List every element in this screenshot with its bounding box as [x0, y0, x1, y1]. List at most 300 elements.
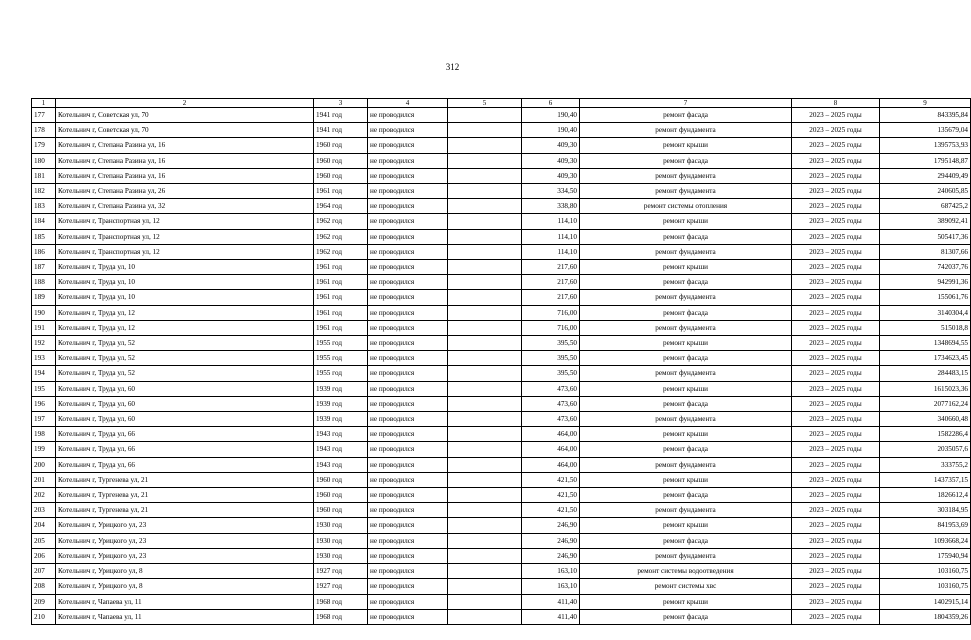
cost-cell: 303184,95 [880, 503, 971, 518]
year-cell: 1968 год [314, 609, 368, 624]
work-type-cell: ремонт фасада [580, 609, 792, 624]
cost-cell: 1795148,87 [880, 153, 971, 168]
column-5-cell [448, 214, 522, 229]
work-type-cell: ремонт крыши [580, 518, 792, 533]
address-cell: Котельнич г, Советская ул, 70 [56, 108, 314, 123]
year-cell: 1964 год [314, 199, 368, 214]
work-type-cell: ремонт фундамента [580, 412, 792, 427]
area-cell: 114,10 [522, 214, 580, 229]
area-cell: 421,50 [522, 488, 580, 503]
year-cell: 1939 год [314, 396, 368, 411]
area-cell: 395,50 [522, 336, 580, 351]
row-number: 207 [32, 564, 56, 579]
area-cell: 334,50 [522, 184, 580, 199]
row-number: 199 [32, 442, 56, 457]
area-cell: 473,60 [522, 396, 580, 411]
column-5-cell [448, 366, 522, 381]
period-cell: 2023 – 2025 годы [792, 442, 880, 457]
work-type-cell: ремонт фасада [580, 108, 792, 123]
period-cell: 2023 – 2025 годы [792, 488, 880, 503]
area-cell: 246,90 [522, 533, 580, 548]
address-cell: Котельнич г, Труда ул, 10 [56, 290, 314, 305]
table-row [32, 548, 971, 563]
area-cell: 246,90 [522, 548, 580, 563]
period-cell: 2023 – 2025 годы [792, 457, 880, 472]
address-cell: Котельнич г, Степана Разина ул, 16 [56, 153, 314, 168]
column-5-cell [448, 518, 522, 533]
address-cell: Котельнич г, Труда ул, 66 [56, 442, 314, 457]
col-header-8: 8 [792, 99, 880, 108]
period-cell: 2023 – 2025 годы [792, 609, 880, 624]
period-cell: 2023 – 2025 годы [792, 244, 880, 259]
work-type-cell: ремонт фундамента [580, 123, 792, 138]
table-row [32, 290, 971, 305]
year-cell: 1962 год [314, 244, 368, 259]
col-header-6: 6 [522, 99, 580, 108]
previous-repair-cell: не проводился [368, 457, 448, 472]
column-5-cell [448, 564, 522, 579]
column-5-cell [448, 199, 522, 214]
cost-cell: 3140304,4 [880, 305, 971, 320]
work-type-cell: ремонт фасада [580, 488, 792, 503]
previous-repair-cell: не проводился [368, 199, 448, 214]
table-row [32, 260, 971, 275]
year-cell: 1961 год [314, 290, 368, 305]
cost-cell: 1804359,26 [880, 609, 971, 624]
previous-repair-cell: не проводился [368, 123, 448, 138]
table-row [32, 518, 971, 533]
table-header-row [32, 99, 971, 108]
table-row [32, 396, 971, 411]
previous-repair-cell: не проводился [368, 184, 448, 199]
cost-cell: 103160,75 [880, 579, 971, 594]
address-cell: Котельнич г, Труда ул, 52 [56, 336, 314, 351]
cost-cell: 1093668,24 [880, 533, 971, 548]
table-row [32, 609, 971, 624]
period-cell: 2023 – 2025 годы [792, 275, 880, 290]
work-type-cell: ремонт фундамента [580, 366, 792, 381]
period-cell: 2023 – 2025 годы [792, 290, 880, 305]
work-type-cell: ремонт крыши [580, 214, 792, 229]
table-row [32, 199, 971, 214]
column-5-cell [448, 442, 522, 457]
year-cell: 1941 год [314, 108, 368, 123]
work-type-cell: ремонт крыши [580, 594, 792, 609]
previous-repair-cell: не проводился [368, 427, 448, 442]
address-cell: Котельнич г, Урицкого ул, 8 [56, 564, 314, 579]
work-type-cell: ремонт фундамента [580, 244, 792, 259]
row-number: 187 [32, 260, 56, 275]
period-cell: 2023 – 2025 годы [792, 153, 880, 168]
area-cell: 217,60 [522, 260, 580, 275]
work-type-cell: ремонт фундамента [580, 548, 792, 563]
work-type-cell: ремонт крыши [580, 260, 792, 275]
column-5-cell [448, 351, 522, 366]
period-cell: 2023 – 2025 годы [792, 320, 880, 335]
work-type-cell: ремонт фасада [580, 275, 792, 290]
address-cell: Котельнич г, Урицкого ул, 8 [56, 579, 314, 594]
cost-cell: 1826612,4 [880, 488, 971, 503]
area-cell: 246,90 [522, 518, 580, 533]
table-row [32, 336, 971, 351]
column-5-cell [448, 123, 522, 138]
year-cell: 1939 год [314, 412, 368, 427]
previous-repair-cell: не проводился [368, 533, 448, 548]
column-5-cell [448, 396, 522, 411]
cost-cell: 1437357,15 [880, 472, 971, 487]
year-cell: 1962 год [314, 229, 368, 244]
row-number: 181 [32, 168, 56, 183]
table-row [32, 168, 971, 183]
row-number: 195 [32, 381, 56, 396]
area-cell: 409,30 [522, 138, 580, 153]
address-cell: Котельнич г, Труда ул, 10 [56, 260, 314, 275]
area-cell: 411,40 [522, 609, 580, 624]
col-header-7: 7 [580, 99, 792, 108]
row-number: 191 [32, 320, 56, 335]
previous-repair-cell: не проводился [368, 229, 448, 244]
row-number: 204 [32, 518, 56, 533]
column-5-cell [448, 533, 522, 548]
year-cell: 1930 год [314, 533, 368, 548]
address-cell: Котельнич г, Степана Разина ул, 32 [56, 199, 314, 214]
work-type-cell: ремонт крыши [580, 336, 792, 351]
work-type-cell: ремонт фасада [580, 442, 792, 457]
column-5-cell [448, 184, 522, 199]
col-header-3: 3 [314, 99, 368, 108]
year-cell: 1955 год [314, 336, 368, 351]
cost-cell: 175940,94 [880, 548, 971, 563]
cost-cell: 742037,76 [880, 260, 971, 275]
period-cell: 2023 – 2025 годы [792, 184, 880, 199]
cost-cell: 389092,41 [880, 214, 971, 229]
period-cell: 2023 – 2025 годы [792, 427, 880, 442]
period-cell: 2023 – 2025 годы [792, 108, 880, 123]
area-cell: 395,50 [522, 351, 580, 366]
column-5-cell [448, 594, 522, 609]
row-number: 183 [32, 199, 56, 214]
address-cell: Котельнич г, Труда ул, 66 [56, 427, 314, 442]
period-cell: 2023 – 2025 годы [792, 412, 880, 427]
period-cell: 2023 – 2025 годы [792, 518, 880, 533]
work-type-cell: ремонт фундамента [580, 168, 792, 183]
work-type-cell: ремонт системы водоотведения [580, 564, 792, 579]
row-number: 202 [32, 488, 56, 503]
work-type-cell: ремонт фасада [580, 153, 792, 168]
period-cell: 2023 – 2025 годы [792, 533, 880, 548]
address-cell: Котельнич г, Транспортная ул, 12 [56, 214, 314, 229]
row-number: 177 [32, 108, 56, 123]
cost-cell: 284483,15 [880, 366, 971, 381]
year-cell: 1943 год [314, 457, 368, 472]
cost-cell: 687425,2 [880, 199, 971, 214]
previous-repair-cell: не проводился [368, 594, 448, 609]
column-5-cell [448, 381, 522, 396]
work-type-cell: ремонт фундамента [580, 320, 792, 335]
cost-cell: 1734623,45 [880, 351, 971, 366]
cost-cell: 340660,48 [880, 412, 971, 427]
address-cell: Котельнич г, Труда ул, 60 [56, 396, 314, 411]
area-cell: 464,00 [522, 457, 580, 472]
previous-repair-cell: не проводился [368, 609, 448, 624]
period-cell: 2023 – 2025 годы [792, 594, 880, 609]
address-cell: Котельнич г, Транспортная ул, 12 [56, 244, 314, 259]
previous-repair-cell: не проводился [368, 564, 448, 579]
cost-cell: 515018,8 [880, 320, 971, 335]
table-row [32, 457, 971, 472]
address-cell: Котельнич г, Урицкого ул, 23 [56, 518, 314, 533]
cost-cell: 505417,36 [880, 229, 971, 244]
address-cell: Котельнич г, Чапаева ул, 11 [56, 594, 314, 609]
work-type-cell: ремонт фасада [580, 351, 792, 366]
cost-cell: 2035057,6 [880, 442, 971, 457]
area-cell: 464,00 [522, 442, 580, 457]
column-5-cell [448, 244, 522, 259]
previous-repair-cell: не проводился [368, 396, 448, 411]
address-cell: Котельнич г, Транспортная ул, 12 [56, 229, 314, 244]
year-cell: 1968 год [314, 594, 368, 609]
row-number: 206 [32, 548, 56, 563]
table-row [32, 412, 971, 427]
previous-repair-cell: не проводился [368, 442, 448, 457]
address-cell: Котельнич г, Труда ул, 60 [56, 412, 314, 427]
year-cell: 1939 год [314, 381, 368, 396]
area-cell: 421,50 [522, 503, 580, 518]
area-cell: 163,10 [522, 564, 580, 579]
area-cell: 473,60 [522, 412, 580, 427]
period-cell: 2023 – 2025 годы [792, 503, 880, 518]
work-type-cell: ремонт крыши [580, 381, 792, 396]
cost-cell: 841953,69 [880, 518, 971, 533]
area-cell: 338,80 [522, 199, 580, 214]
address-cell: Котельнич г, Степана Разина ул, 16 [56, 168, 314, 183]
period-cell: 2023 – 2025 годы [792, 381, 880, 396]
year-cell: 1943 год [314, 442, 368, 457]
table-row [32, 427, 971, 442]
period-cell: 2023 – 2025 годы [792, 564, 880, 579]
period-cell: 2023 – 2025 годы [792, 199, 880, 214]
address-cell: Котельнич г, Урицкого ул, 23 [56, 548, 314, 563]
address-cell: Котельнич г, Труда ул, 10 [56, 275, 314, 290]
column-5-cell [448, 503, 522, 518]
previous-repair-cell: не проводился [368, 548, 448, 563]
row-number: 201 [32, 472, 56, 487]
year-cell: 1961 год [314, 320, 368, 335]
table-row [32, 472, 971, 487]
column-5-cell [448, 427, 522, 442]
previous-repair-cell: не проводился [368, 366, 448, 381]
work-type-cell: ремонт фасада [580, 396, 792, 411]
col-header-4: 4 [368, 99, 448, 108]
row-number: 203 [32, 503, 56, 518]
table-row [32, 351, 971, 366]
column-5-cell [448, 229, 522, 244]
previous-repair-cell: не проводился [368, 518, 448, 533]
period-cell: 2023 – 2025 годы [792, 366, 880, 381]
cost-cell: 240605,85 [880, 184, 971, 199]
row-number: 186 [32, 244, 56, 259]
address-cell: Котельнич г, Советская ул, 70 [56, 123, 314, 138]
table-row [32, 503, 971, 518]
area-cell: 163,10 [522, 579, 580, 594]
column-5-cell [448, 153, 522, 168]
row-number: 210 [32, 609, 56, 624]
work-type-cell: ремонт крыши [580, 138, 792, 153]
work-type-cell: ремонт фундамента [580, 503, 792, 518]
year-cell: 1941 год [314, 123, 368, 138]
row-number: 188 [32, 275, 56, 290]
year-cell: 1960 год [314, 153, 368, 168]
address-cell: Котельнич г, Труда ул, 66 [56, 457, 314, 472]
column-5-cell [448, 290, 522, 305]
cost-cell: 843395,84 [880, 108, 971, 123]
row-number: 198 [32, 427, 56, 442]
row-number: 179 [32, 138, 56, 153]
year-cell: 1961 год [314, 305, 368, 320]
address-cell: Котельнич г, Чапаева ул, 11 [56, 609, 314, 624]
row-number: 196 [32, 396, 56, 411]
previous-repair-cell: не проводился [368, 153, 448, 168]
year-cell: 1930 год [314, 518, 368, 533]
column-5-cell [448, 609, 522, 624]
table-row [32, 153, 971, 168]
previous-repair-cell: не проводился [368, 472, 448, 487]
year-cell: 1955 год [314, 351, 368, 366]
work-type-cell: ремонт фасада [580, 533, 792, 548]
year-cell: 1960 год [314, 503, 368, 518]
previous-repair-cell: не проводился [368, 351, 448, 366]
area-cell: 217,60 [522, 290, 580, 305]
cost-cell: 2077162,24 [880, 396, 971, 411]
row-number: 189 [32, 290, 56, 305]
area-cell: 716,00 [522, 320, 580, 335]
column-5-cell [448, 579, 522, 594]
period-cell: 2023 – 2025 годы [792, 351, 880, 366]
table-row [32, 366, 971, 381]
cost-cell: 1402915,14 [880, 594, 971, 609]
address-cell: Котельнич г, Урицкого ул, 23 [56, 533, 314, 548]
table-row [32, 123, 971, 138]
previous-repair-cell: не проводился [368, 168, 448, 183]
cost-cell: 135679,04 [880, 123, 971, 138]
work-type-cell: ремонт фасада [580, 229, 792, 244]
work-type-cell: ремонт крыши [580, 472, 792, 487]
table-row [32, 214, 971, 229]
table-row [32, 488, 971, 503]
period-cell: 2023 – 2025 годы [792, 336, 880, 351]
column-5-cell [448, 275, 522, 290]
table-row [32, 594, 971, 609]
table-row [32, 108, 971, 123]
address-cell: Котельнич г, Труда ул, 12 [56, 305, 314, 320]
work-type-cell: ремонт фундамента [580, 184, 792, 199]
row-number: 180 [32, 153, 56, 168]
area-cell: 409,30 [522, 168, 580, 183]
table-row [32, 138, 971, 153]
address-cell: Котельнич г, Труда ул, 52 [56, 366, 314, 381]
area-cell: 716,00 [522, 305, 580, 320]
column-5-cell [448, 108, 522, 123]
column-5-cell [448, 457, 522, 472]
row-number: 197 [32, 412, 56, 427]
cost-cell: 1582286,4 [880, 427, 971, 442]
cost-cell: 1615023,36 [880, 381, 971, 396]
previous-repair-cell: не проводился [368, 579, 448, 594]
column-5-cell [448, 305, 522, 320]
period-cell: 2023 – 2025 годы [792, 229, 880, 244]
column-5-cell [448, 320, 522, 335]
row-number: 193 [32, 351, 56, 366]
work-type-cell: ремонт фасада [580, 305, 792, 320]
table-row [32, 275, 971, 290]
cost-cell: 81307,66 [880, 244, 971, 259]
registry-table [31, 98, 971, 625]
row-number: 190 [32, 305, 56, 320]
row-number: 178 [32, 123, 56, 138]
previous-repair-cell: не проводился [368, 138, 448, 153]
previous-repair-cell: не проводился [368, 260, 448, 275]
work-type-cell: ремонт фундамента [580, 457, 792, 472]
cost-cell: 155061,76 [880, 290, 971, 305]
period-cell: 2023 – 2025 годы [792, 579, 880, 594]
previous-repair-cell: не проводился [368, 503, 448, 518]
area-cell: 114,10 [522, 229, 580, 244]
cost-cell: 333755,2 [880, 457, 971, 472]
column-5-cell [448, 472, 522, 487]
period-cell: 2023 – 2025 годы [792, 548, 880, 563]
address-cell: Котельнич г, Тургенева ул, 21 [56, 503, 314, 518]
address-cell: Котельнич г, Труда ул, 60 [56, 381, 314, 396]
cost-cell: 1348694,55 [880, 336, 971, 351]
previous-repair-cell: не проводился [368, 336, 448, 351]
column-5-cell [448, 548, 522, 563]
work-type-cell: ремонт фундамента [580, 290, 792, 305]
column-5-cell [448, 412, 522, 427]
year-cell: 1962 год [314, 214, 368, 229]
previous-repair-cell: не проводился [368, 214, 448, 229]
table-row [32, 229, 971, 244]
area-cell: 411,40 [522, 594, 580, 609]
year-cell: 1960 год [314, 488, 368, 503]
cost-cell: 103160,75 [880, 564, 971, 579]
address-cell: Котельнич г, Тургенева ул, 21 [56, 472, 314, 487]
work-type-cell: ремонт системы отопления [580, 199, 792, 214]
previous-repair-cell: не проводился [368, 275, 448, 290]
table-row [32, 579, 971, 594]
table-row [32, 305, 971, 320]
address-cell: Котельнич г, Степана Разина ул, 16 [56, 138, 314, 153]
period-cell: 2023 – 2025 годы [792, 214, 880, 229]
row-number: 205 [32, 533, 56, 548]
col-header-9: 9 [880, 99, 971, 108]
previous-repair-cell: не проводился [368, 488, 448, 503]
area-cell: 114,10 [522, 244, 580, 259]
period-cell: 2023 – 2025 годы [792, 472, 880, 487]
period-cell: 2023 – 2025 годы [792, 168, 880, 183]
year-cell: 1961 год [314, 275, 368, 290]
previous-repair-cell: не проводился [368, 244, 448, 259]
col-header-5: 5 [448, 99, 522, 108]
area-cell: 421,50 [522, 472, 580, 487]
row-number: 192 [32, 336, 56, 351]
area-cell: 464,00 [522, 427, 580, 442]
previous-repair-cell: не проводился [368, 412, 448, 427]
year-cell: 1927 год [314, 579, 368, 594]
cost-cell: 1395753,93 [880, 138, 971, 153]
page-number: 312 [445, 62, 460, 72]
year-cell: 1960 год [314, 168, 368, 183]
table-row [32, 442, 971, 457]
